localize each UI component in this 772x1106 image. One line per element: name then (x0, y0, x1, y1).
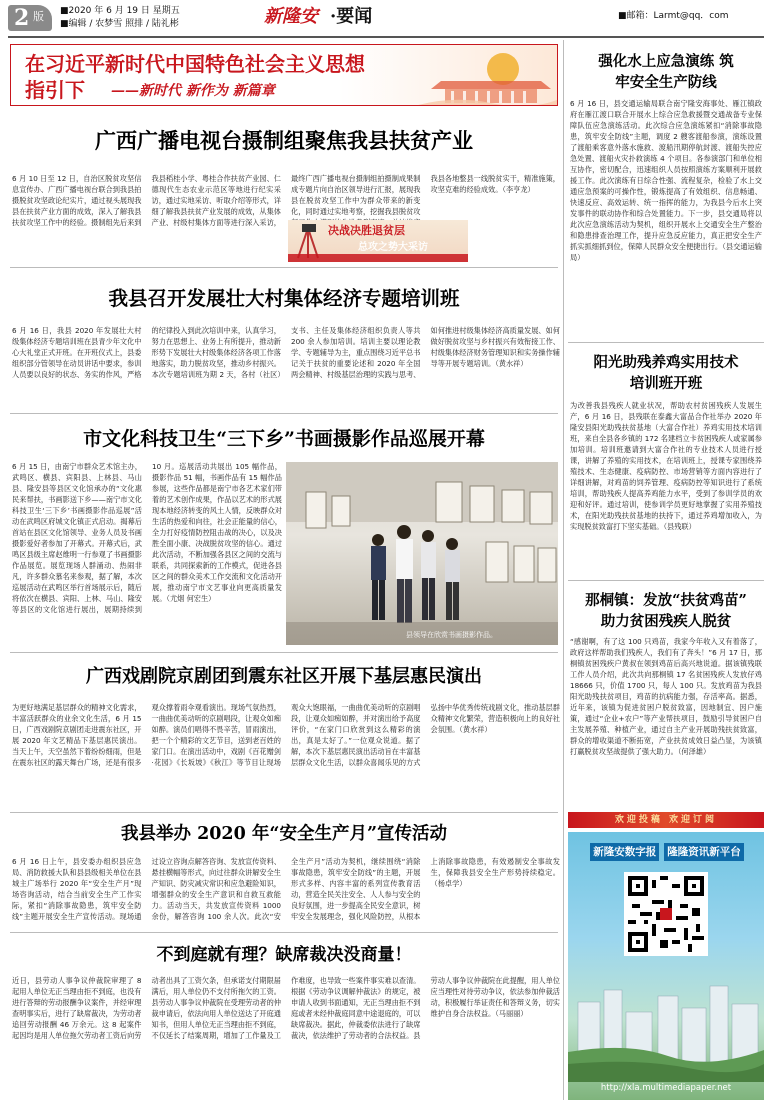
divider-5 (10, 932, 558, 933)
sidebar-divider-1 (568, 342, 764, 343)
sidebar2-body: 为改善我县残疾人就业状况，帮助农村贫困残疾人发展生产，6 月 16 日，县残联在泰鑫大富品合作社举办 2020 年隆安县阳光助残扶贫基地（大富合作社）养鸡实用技术培训班，来自全县各乡镇的 172 名建档立卡贫困残疾人或家属参加培训。培训班邀请到大富合作社的专业技术人员进行授课，讲解了养殖的实用技术，在培训班上，授课专家围绕养殖技术、生态健康、疫病防控、市场营销等方面内容进行了详细讲解，对鸡苗的饲养管理、疫病防控等知识进行了系统培训，帮助残疾人提高养鸡能力水平，受到了参训学员的欢迎和好评。通过培训，使参训学员更好地掌握了实用养殖技术，在阳光助残扶贫基地的扶持下，通过养鸡增加收入，为实现脱贫致富打下坚实基础。（县残联） (570, 401, 762, 531)
sidebar1-body: 6 月 16 日，县交通运输局联合南宁隆安海事处、雁江镇政府在雁江渡口联合开展水上综合应急救援暨交通战备专业保障队伍应急演练活动。此次综合应急演练紧扣“消除事故隐患，筑牢安全防线”主题，调度 2 艘客渡船参演，演练设置了渡船乘客意外落水施救、渡船汛期停航封渡、渡船失控应急处置、渡船火灾扑救演练 4 个项目。各参演部门和单位相互协作，密切配合，迅速组织人员按照演练方案顺利开展救援工作。此次演练有日综合性强、流程复杂，检验了水上交通应急预案的可操作性，锻炼提高了有效组织、信息畅通、快速反应、高效运转、统一指挥的能力，为我县今后水上突发事件的联动协作和综合处置能力。下一步，县交通局将以此次应急演练活动为契机，组织开展水上交通安全生产整治和隐患排查治理工作，提升应急反应能力，真正把安全生产抓实抓细抓到位，保障人民群众安全便捷出行。（县交通运输局） (570, 99, 762, 262)
article4-body: 为更好地满足基层群众的精神文化需求，丰富活跃群众的业余文化生活，6 月 15 日，广西戏剧院京剧团走进震东社区，开展 2020 年文艺精品下基层惠民演出。当天上午，天空虽然下着纷纷细雨，但是在震东社区的露天舞台广场，还是有很多观众撑着雨伞观看演出。现场气氛热烈，一曲曲优美动听的京剧唱段，让观众如痴如醉。演员们唱得不畏辛苦，冒雨演出，把一个个精彩的文艺节目，送到老百姓的家门口。在演出活动中，戏剧《百花赠剑·花园》《长坂坡》《秋江》等节目让现场观众大饱眼福，一曲曲优美动听的京剧唱段，让观众如痴如醉，并对演出给予高度评价，“在家门口欣赏到这么精彩的演出，真是太好了。”一位观众说道。据了解，本次下基层惠民演出活动旨在丰富基层群众文化生活，以群众喜闻乐见的方式弘扬中华优秀传统戏剧文化，推动基层群众精神文化繁荣，营造积极向上的良好社会氛围。（黄水祥） (12, 703, 560, 767)
article3-photo (286, 462, 558, 645)
exhibition-photo-graphic (286, 462, 558, 645)
article2-body: 6 月 16 日，我县 2020 年发展壮大村级集体经济专题培训班在县青少年文化中心大礼堂正式开班。在开班仪式上，县委组织部分管领导在动员讲话中要求，参训人员要以良好的状态、务实的作风，严格的纪律投入到此次培训中来，认真学习，努力在思想上、业务上有所提升，推动新形势下发展壮大村级集体经济各项工作落地落实，助力脱贫攻坚，推动乡村振兴。本次专题培训班为期 2 天，各村（社区）支书、主任及集体经济组织负责人等共 200 余人参加培训。培训主要以理论教学、专题辅导为主，重点围绕习近平总书记关于扶贫的重要论述和 2020 年全国两会精神、村级基层治理的实践与思考、如何推进村级集体经济高质量发展、如何做好脱贫攻坚与乡村振兴有效衔接工作、村级集体经济财务管理知识和实务操作辅导等开展专题培训。（黄水祥） (12, 326, 560, 379)
strip-text: 欢迎投稿 欢迎订阅 (614, 815, 718, 825)
article6-title: 不到庭就有理？缺席裁决没商量！ (156, 945, 412, 965)
town-skyline-graphic (568, 972, 764, 1082)
sidebar2-title (568, 352, 764, 394)
article1-image (288, 220, 468, 262)
section-name: ·要闻 (330, 6, 373, 27)
article1-body: 6 月 10 日至 12 日，自治区脱贫攻坚信息宣传办、广西广播电视台联合到我县拍摄脱贫攻坚政论纪实片，通过视头展现我县在扶贫产业方面的成效，深入了解我县扶贫攻坚工作中的经验。摄制组先后来到我县稻桂小学、粤桂合作扶贫产业园、仁德现代生态农业示范区等地进行纪实采访，通过实地采访、听取介绍等形式，详细了解我县扶贫产业发展的成效，从集体产业、村级村集体方面等进行深入采访，最终广西广播电视台摄制组拍摄制成果制成专题片向自治区领导进行汇报，展现我县在脱贫攻坚工作中为群众带来的新变化，同时通过实地考察，挖掘我县脱贫攻 我县各地整县一线脱贫实干，精准施策，攻坚克难的经验成效。（李亨龙） (12, 174, 560, 227)
sidebar2-title-text: 阳光助残养鸡实用技术培训班开班 (593, 354, 739, 392)
editor-line: ■编辑 / 农梦雪 照排 / 陆礼彬 (60, 19, 179, 29)
header-rule (8, 36, 764, 38)
ad-url[interactable]: http://xla.multimediapaper.net (600, 1083, 732, 1093)
article2-title: 我县召开发展壮大村集体经济专题培训班 (108, 287, 460, 310)
page-suffix: 版 (33, 10, 44, 23)
sidebar-divider-2 (568, 580, 764, 581)
article1-title: 广西广播电视台摄制组聚焦我县扶贫产业 (95, 128, 473, 153)
sidebar1-title (568, 51, 764, 93)
email-line: ■邮箱：Larmt@qq．com (618, 11, 729, 21)
article6-body: 近日，县劳动人事争议仲裁院审理了 8 起用人单位无正当理由拒不到庭，也没有进行答辩的劳动报酬争议案件，并经审理查明事实后，进行了缺席裁决，为劳动者追回劳动报酬 46 万余元。这 8 起案件起因均是用人单位拖欠劳动者工资后向劳动者出具了工资欠条，但承诺支付期限届满后，用人单位仍不支付所拖欠的工资。县劳动人事争议仲裁院在受理劳动者的仲裁申请后，依法向用人单位送达了开庭通知书，但用人单位无正当理由拒不到庭，不仅延长了结案周期，增加了工作量及工作难度，也导致一些案件事实难以查清。根据《劳动争议调解仲裁法》的规定，被申请人收到书面通知，无正当理由拒不到庭或者未经仲裁庭同意中途退庭的，可以缺席裁决。据此，仲裁委依法进行了缺席裁决，依法维护了劳动者的合法权益。县劳动人事争议仲裁院在此提醒，用人单位应当理性对待劳动争议，依法参加仲裁活动，积极履行举证责任和答辩义务，切实维护自身合法权益。（马丽丽） (12, 976, 560, 1040)
article3-title: 市文化科技卫生“三下乡”书画摄影作品巡展开幕 (83, 428, 485, 450)
sidebar1-title-text: 强化水上应急演练 筑牢安全生产防线 (598, 53, 734, 91)
divider-4 (10, 812, 558, 813)
ad-headline-a: 新隆安数字报 (590, 843, 659, 861)
divider-3 (10, 652, 558, 653)
photo-caption: 县领导在欣赏书画摄影作品。 (406, 631, 497, 639)
banner-line2: 指引下 (25, 78, 85, 102)
article5-title: 我县举办 2020 年“安全生产月”宣传活动 (120, 824, 448, 844)
ad-headline-b: 隆隆资讯新平台 (664, 843, 744, 861)
qr-code[interactable] (624, 872, 708, 956)
image-caption-1: 决战决胜退贫层 (328, 224, 405, 237)
article5-body: 6 月 16 日上午，县安委办组织县应急局、消防救援大队和县县级相关单位在县城主广场举行 2020 年“安全生产月”现场咨询活动，结合当前安全生产工作实际，紧扣“消除事故隐患，筑牢安全防线”主题开展安全生产宣传活动。现场通过设立咨询点解答咨询、发放宣传资料、悬挂横幅等形式，向过往群众讲解安全生产知识、防灾减灾常识和应急避险知识，增强群众的安全生产意识和自救互救能力。活动当天，共发放宣传资料 1000 余份，解答咨询 100 余人次。此次“安全生产月”活动为契机，继续围绕“消除事故隐患，筑牢安全防线”的主题，开展形式多样、内容丰富的系列宣传教育活动，营造全民关注安全、人人参与安全的良好氛围，进一步提高全民安全意识，树牢安全发展理念，强化风险防控，从根本上消除事故隐患，有效遏制安全事故发生，保障我县安全生产形势持续稳定。（杨卓学） (12, 857, 560, 921)
theme-banner (10, 44, 558, 106)
qr-code-graphic (628, 876, 704, 952)
submission-strip (568, 812, 764, 828)
banner-slogan: ——新时代 新作为 新篇章 (111, 83, 275, 99)
article3-body: 6 月 15 日，由南宁市群众艺术馆主办，武鸣区、横县、宾阳县、上林县、马山县、隆安县等县区文化馆承办的“文化惠民来帮扶，书画影送下乡——南宁市文化科技卫生‘三下乡’书画摄影作品巡展”活动在武鸣区府城文化镇正式启动。揭幕后首站在县区文化馆领导、业务人员及书画摄影爱好者参加了开幕式。开幕式后，武鸣区县级主席赵维明一行参观了书画摄影作品展览。展览现场人群涌动、热闹非凡，许多群众慕名来参观，据了解，本次巡展活动在武鸣区举行首场展示后，随后将依次在横县、宾阳、上林、马山、隆安等县区的文化馆进行展出，展期持续到 10 月。巡展活动共展出 105 幅作品，摄影作品 51 幅，书画作品有 15 幅作品参展，这些作品都是南宁市各艺术家们带着的艺术创作成果，作品以艺术的形式展现本地经济转变的风土人情，反映群众对生活的热爱和向往，社会正能量的信心，全力打好疫情防控阻击战的决心，以及决胜全面小康、决战脱贫攻坚的信心。通过此次活动，不断加强各县区之间的交流与联系，共同探索新的工作模式，促进各县区之间的群众美术工作交流和文化活动开展，推动南宁市文艺事业向更高质量发展。（尤烟 何宏生） (12, 462, 282, 614)
banner-line1: 在习近平新时代中国特色社会主义思想 (25, 52, 365, 76)
great-hall-graphic (411, 45, 558, 106)
date-line: ■2020 年 6 月 19 日 星期五 (60, 6, 180, 16)
column-divider (563, 40, 564, 1100)
paper-name: 新隆安 (264, 6, 318, 27)
page-number-badge (8, 5, 52, 31)
article4-title: 广西戏剧院京剧团到震东社区开展下基层惠民演出 (86, 666, 482, 687)
divider-2 (10, 413, 558, 414)
page-number: 2 (14, 5, 30, 31)
divider-1 (10, 267, 558, 268)
ad-headline (574, 840, 760, 860)
sidebar3-title (568, 590, 764, 632)
digital-paper-ad (568, 832, 764, 1100)
sidebar3-body: “感谢啊，有了这 100 只鸡苗，我家今年收入又有着落了，政府这样帮助我们残疾人，我们有了奔头！”6 月 17 日，那桐镇贫困残疾户黄叔在领到鸡苗后高兴地说道。据该镇残联工作人员介绍，此次共向那桐镇 17 名贫困残疾人发放仔鸡 18666 只，价值 1700 只，每人 100 只。发放鸡苗为我县阳光助残扶贫项目，鸡苗的抗病能力强，存活率高。据悉，近年来，该镇为促进贫困户脱贫致富，因地制宜、因户施策，通过“企业+农户”等产业帮扶项目，鼓励引导贫困户自主发展养殖、种植产业，通过自主产业开展助残扶贫致富，群众的增收渠道不断拓宽，产业扶贫成效日益凸显，为该镇打赢脱贫攻坚战提供了强大助力。（何泽雄） (570, 637, 762, 756)
image-caption-2: 总攻之势大采访 (358, 242, 428, 253)
sidebar3-title-text: 那桐镇：发放“扶贫鸡苗” 助力贫困残疾人脱贫 (585, 592, 747, 630)
